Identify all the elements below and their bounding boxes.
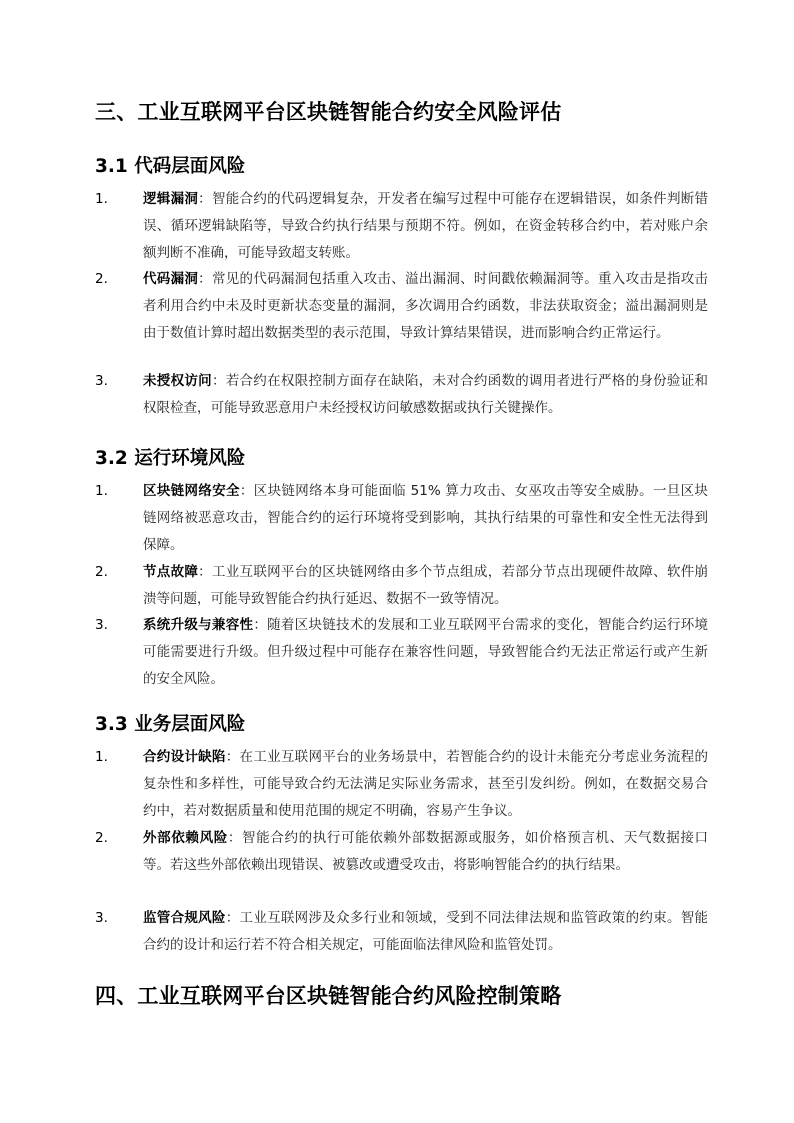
item-separator: ： bbox=[198, 271, 212, 287]
list-item-text bbox=[143, 612, 708, 693]
item-description: 工业互联网涉及众多行业和领域，受到不同法律法规和监管政策的约束。智能合约的设计和运行若不符合相关规定，可能面临法律风险和监管处罚。 bbox=[143, 910, 709, 953]
item-separator: ： bbox=[227, 830, 243, 846]
item-separator: ： bbox=[211, 373, 226, 389]
item-term: 系统升级与兼容性 bbox=[143, 617, 254, 633]
item-term: 外部依赖风险 bbox=[143, 830, 228, 846]
list-number: 3. bbox=[95, 910, 108, 926]
list-item-text bbox=[143, 825, 708, 879]
item-separator: ： bbox=[225, 910, 240, 926]
list-number: 2. bbox=[95, 271, 108, 287]
list-number: 2. bbox=[95, 564, 108, 580]
item-description: 智能合约的代码逻辑复杂，开发者在编写过程中可能存在逻辑错误，如条件判断错误、循环逻辑缺陷等，导致合约执行结果与预期不符。例如，在资金转移合约中，若对账户余额判断不准确，可能导致超支转账。 bbox=[143, 191, 709, 261]
section-heading-4: 四、工业互联网平台区块链智能合约风险控制策略 bbox=[95, 984, 562, 1008]
list-item-text bbox=[143, 905, 708, 959]
item-separator: ： bbox=[198, 564, 212, 580]
list-item-text bbox=[143, 744, 708, 825]
list-number: 3. bbox=[95, 617, 108, 633]
list-item-text bbox=[143, 559, 708, 613]
list-item-text bbox=[143, 186, 708, 267]
item-description: 若合约在权限控制方面存在缺陷，未对合约函数的调用者进行严格的身份验证和权限检查，可能导致恶意用户未经授权访问敏感数据或执行关键操作。 bbox=[143, 373, 709, 416]
item-description: 在工业互联网平台的业务场景中，若智能合约的设计未能充分考虑业务流程的复杂性和多样性，可能导致合约无法满足实际业务需求，甚至引发纠纷。例如，在数据交易合约中，若对数据质量和使用范围的规定不明确，容易产生争议。 bbox=[143, 749, 709, 819]
item-separator: ： bbox=[198, 191, 212, 207]
item-term: 合约设计缺陷 bbox=[143, 749, 226, 765]
list-item-text bbox=[143, 478, 708, 559]
section-heading-3: 三、工业互联网平台区块链智能合约安全风险评估 bbox=[95, 100, 562, 124]
item-term: 监管合规风险 bbox=[143, 910, 226, 926]
item-description: 区块链网络本身可能面临 51% 算力攻击、女巫攻击等安全威胁。一旦区块链网络被恶意攻击，智能合约的运行环境将受到影响，其执行结果的可靠性和安全性无法得到保障。 bbox=[143, 483, 708, 553]
item-separator: ： bbox=[239, 483, 254, 499]
item-description: 智能合约的执行可能依赖外部数据源或服务，如价格预言机、天气数据接口等。若这些外部依赖出现错误、被篡改或遭受攻击，将影响智能合约的执行结果。 bbox=[143, 830, 709, 873]
list-number: 1. bbox=[95, 483, 108, 499]
list-number: 1. bbox=[95, 749, 108, 765]
subsection-heading-3-1: 3.1 代码层面风险 bbox=[95, 156, 246, 177]
item-term: 未授权访问 bbox=[143, 373, 212, 389]
item-term: 逻辑漏洞 bbox=[143, 191, 199, 207]
item-description: 工业互联网平台的区块链网络由多个节点组成，若部分节点出现硬件故障、软件崩溃等问题，可能导致智能合约执行延迟、数据不一致等情况。 bbox=[143, 564, 709, 607]
item-description: 随着区块链技术的发展和工业互联网平台需求的变化，智能合约运行环境可能需要进行升级。但升级过程中可能存在兼容性问题，导致智能合约无法正常运行或产生新的安全风险。 bbox=[143, 617, 709, 687]
item-separator: ： bbox=[225, 749, 240, 765]
item-term: 代码漏洞 bbox=[143, 271, 199, 287]
item-separator: ： bbox=[253, 617, 268, 633]
item-term: 节点故障 bbox=[143, 564, 199, 580]
subsection-heading-3-2: 3.2 运行环境风险 bbox=[95, 448, 246, 469]
subsection-heading-3-3: 3.3 业务层面风险 bbox=[95, 714, 246, 735]
list-number: 3. bbox=[95, 373, 108, 389]
list-number: 2. bbox=[95, 830, 108, 846]
list-item-text bbox=[143, 266, 708, 347]
list-item-text bbox=[143, 368, 708, 422]
item-description: 常见的代码漏洞包括重入攻击、溢出漏洞、时间戳依赖漏洞等。重入攻击是指攻击者利用合约中未及时更新状态变量的漏洞，多次调用合约函数，非法获取资金；溢出漏洞则是由于数值计算时超出数据类型的表示范围，导致计算结果错误，进而影响合约正常运行。 bbox=[143, 271, 709, 341]
item-term: 区块链网络安全 bbox=[143, 483, 240, 499]
list-number: 1. bbox=[95, 191, 108, 207]
